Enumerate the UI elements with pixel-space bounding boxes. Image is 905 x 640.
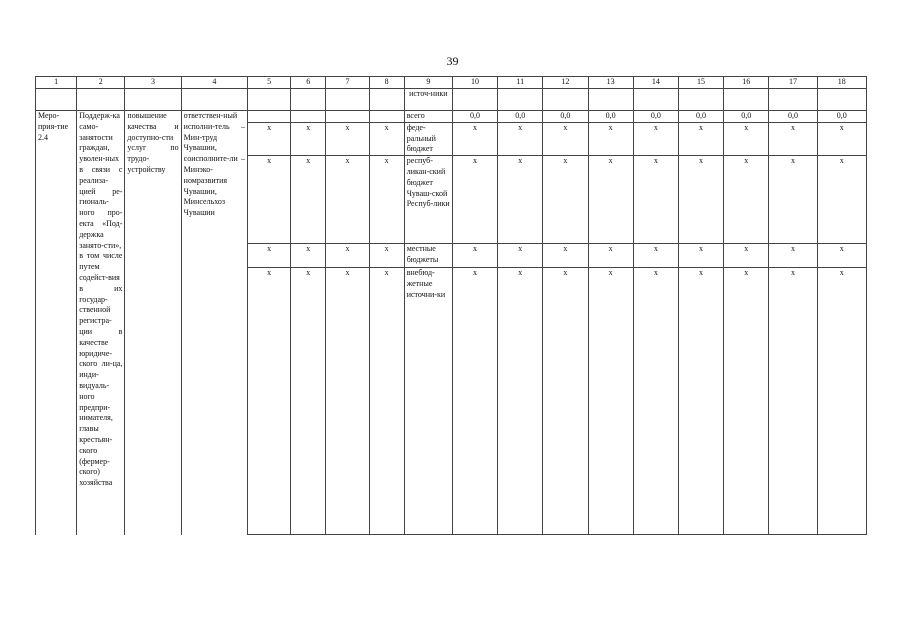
cell <box>291 111 326 123</box>
value-cell: x <box>817 268 866 535</box>
cell: x <box>291 244 326 268</box>
value-cell: x <box>724 244 769 268</box>
cell: x <box>326 268 369 535</box>
table-row <box>36 111 867 123</box>
value-cell: x <box>678 122 723 155</box>
value-cell: x <box>678 156 723 244</box>
col-header: 3 <box>125 77 181 89</box>
col-header: 15 <box>678 77 723 89</box>
value-cell: x <box>498 122 543 155</box>
col-header: 13 <box>588 77 633 89</box>
value-cell: 0,0 <box>769 111 817 123</box>
col-header: 16 <box>724 77 769 89</box>
value-cell: x <box>633 268 678 535</box>
cell: x <box>369 122 404 155</box>
col-header: 1 <box>36 77 77 89</box>
source-cell: респуб-ликан-ский бюджет Чуваш-ской Респуб-лики <box>404 156 452 244</box>
measure-description: Поддерж-ка само-занятости граждан, уволен-ных в связи с реализа-цией ре-гиональ-ного про-екта «Под-держка занято-сти», в том числе путем содейст-вия в их государ-ственной регистра-ции в качестве юридиче-ского ли-ца, инди-видуаль-ного предпри-нимателя, главы крестьян-ского (фермер-ского) хозяйства <box>77 111 125 535</box>
col-header: 14 <box>633 77 678 89</box>
cell: x <box>291 268 326 535</box>
value-cell: x <box>588 268 633 535</box>
value-cell: x <box>724 268 769 535</box>
cell: x <box>247 122 290 155</box>
value-cell: x <box>769 244 817 268</box>
cell: x <box>326 156 369 244</box>
value-cell: x <box>452 268 497 535</box>
value-cell: x <box>452 122 497 155</box>
source-cell: местные бюджеты <box>404 244 452 268</box>
source-cell: всего <box>404 111 452 123</box>
value-cell: x <box>724 156 769 244</box>
cell <box>326 111 369 123</box>
cell <box>369 111 404 123</box>
col-header: 6 <box>291 77 326 89</box>
col-header: 5 <box>247 77 290 89</box>
cell: x <box>247 244 290 268</box>
col-header: 10 <box>452 77 497 89</box>
value-cell: x <box>678 268 723 535</box>
value-cell: x <box>452 156 497 244</box>
value-cell: x <box>817 156 866 244</box>
col-header: 7 <box>326 77 369 89</box>
value-cell: x <box>769 156 817 244</box>
value-cell: 0,0 <box>452 111 497 123</box>
cell: x <box>326 122 369 155</box>
col-header: 18 <box>817 77 866 89</box>
value-cell: x <box>769 122 817 155</box>
value-cell: x <box>769 268 817 535</box>
value-cell: x <box>724 122 769 155</box>
value-cell: 0,0 <box>678 111 723 123</box>
value-cell: 0,0 <box>588 111 633 123</box>
col-header: 8 <box>369 77 404 89</box>
value-cell: x <box>543 244 588 268</box>
cell <box>247 111 290 123</box>
value-cell: 0,0 <box>543 111 588 123</box>
value-cell: x <box>588 244 633 268</box>
source-cell: внебюд-жетные источни-ки <box>404 268 452 535</box>
cell: x <box>247 268 290 535</box>
value-cell: x <box>817 122 866 155</box>
col-header: 17 <box>769 77 817 89</box>
measure-name: Меро-прия-тие 2.4 <box>36 111 77 535</box>
value-cell: x <box>498 268 543 535</box>
cell: x <box>369 244 404 268</box>
value-cell: 0,0 <box>817 111 866 123</box>
value-cell: x <box>678 244 723 268</box>
cell: x <box>369 268 404 535</box>
cell: x <box>369 156 404 244</box>
value-cell: 0,0 <box>498 111 543 123</box>
cell: x <box>291 156 326 244</box>
cell: x <box>291 122 326 155</box>
value-cell: x <box>633 122 678 155</box>
value-cell: x <box>588 156 633 244</box>
value-cell: x <box>633 156 678 244</box>
value-cell: x <box>452 244 497 268</box>
header-row <box>36 77 867 89</box>
value-cell: x <box>498 156 543 244</box>
value-cell: 0,0 <box>633 111 678 123</box>
measure-responsible: ответствен-ный исполни-тель – Мин-труд Чувашии, соисполните-ли – Минэко-номразвития Чувашии, Минсельхоз Чувашии <box>181 111 247 535</box>
cell: x <box>326 244 369 268</box>
value-cell: x <box>543 122 588 155</box>
value-cell: x <box>498 244 543 268</box>
col-header: 12 <box>543 77 588 89</box>
budget-table <box>35 76 867 535</box>
value-cell: x <box>633 244 678 268</box>
source-cell: феде-ральный бюджет <box>404 122 452 155</box>
value-cell: x <box>543 268 588 535</box>
source-cell: источ-ники <box>404 89 452 111</box>
value-cell: 0,0 <box>724 111 769 123</box>
col-header: 11 <box>498 77 543 89</box>
measure-goal: повышение качества и доступно-сти услуг по трудо-устройству <box>125 111 181 535</box>
col-header: 4 <box>181 77 247 89</box>
page-number: 39 <box>446 54 459 68</box>
value-cell: x <box>817 244 866 268</box>
table-row <box>36 89 867 111</box>
col-header: 9 <box>404 77 452 89</box>
value-cell: x <box>543 156 588 244</box>
cell: x <box>247 156 290 244</box>
value-cell: x <box>588 122 633 155</box>
col-header: 2 <box>77 77 125 89</box>
